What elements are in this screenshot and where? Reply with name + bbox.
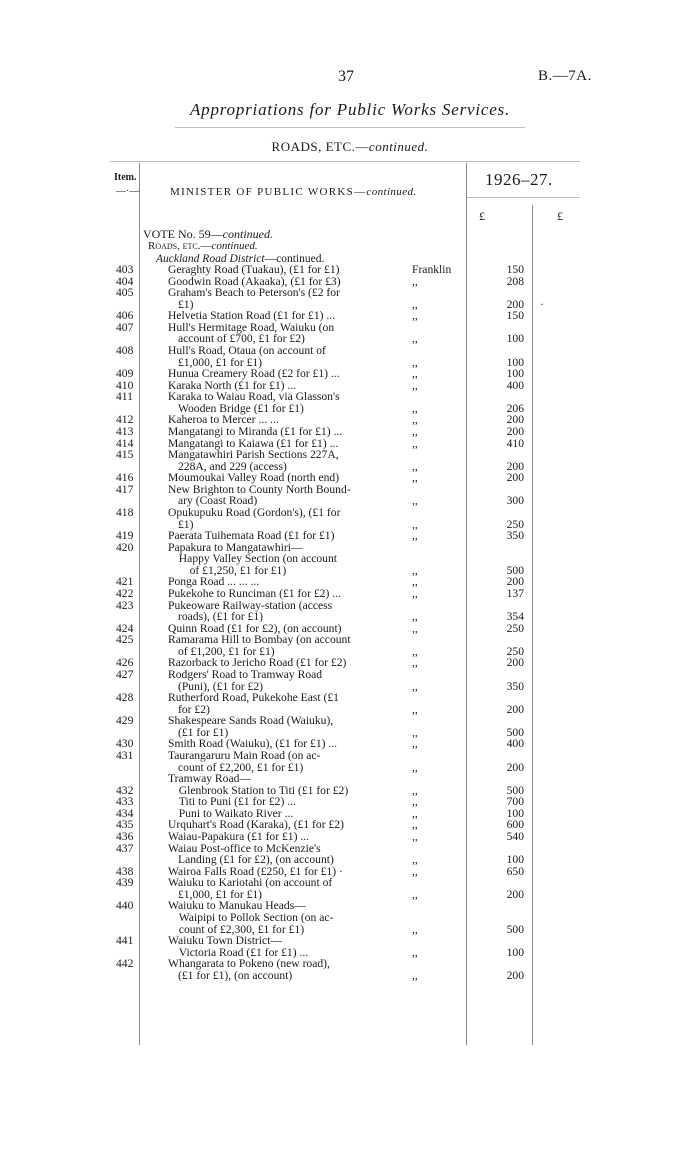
electoral-district: ,, [412, 413, 418, 427]
item-description: Waiuku to Kariotahi (on account of [168, 876, 333, 890]
electoral-district: ,, [412, 471, 418, 485]
amount-value: 250 [506, 517, 524, 531]
item-description: Mangatawhiri Parish Sections 227A, [168, 448, 339, 462]
item-description: £1,000, £1 for £1) [178, 355, 263, 369]
item-description: Titi to Puni (£1 for £2) ... [178, 795, 296, 809]
amount-value: 250 [506, 621, 524, 635]
amount-value: 200 [506, 656, 524, 670]
item-number: 425 [116, 633, 134, 647]
item-description: Smith Road (Waiuku), (£1 for £1) ... [168, 737, 338, 751]
item-number: 404 [116, 274, 134, 288]
amount-value: 540 [506, 829, 524, 843]
item-description: Victoria Road (£1 for £1) ... [178, 945, 309, 959]
item-number: 416 [116, 471, 134, 485]
item-description: Mangatangi to Miranda (£1 for £1) ... [168, 425, 343, 438]
item-number: 418 [116, 506, 134, 519]
page-number: 37 [338, 68, 354, 85]
item-description: Waipipi to Pollok Section (on ac- [178, 910, 334, 924]
item-number: 435 [116, 818, 134, 832]
running-title: Appropriations for Public Works Services. [189, 100, 511, 119]
amount-value: 100 [506, 853, 524, 867]
item-description: Karaka North (£1 for £1) ... [168, 378, 297, 392]
item-description: New Brighton to County North Bound- [168, 482, 351, 496]
amount-value: 100 [506, 355, 524, 369]
item-description: Hunua Creamery Road (£2 for £1) ... [168, 367, 340, 381]
amount-value: 400 [506, 378, 524, 392]
amount-value: 200 [506, 575, 524, 589]
amount-value: 150 [506, 263, 524, 276]
electoral-district: ,, [412, 274, 418, 288]
item-description: Rutherford Road, Pukekohe East (£1 [168, 691, 339, 705]
amount-value: 700 [506, 795, 524, 809]
item-description: Tramway Road— [168, 772, 251, 786]
electoral-district: ,, [412, 332, 418, 346]
item-description: Glenbrook Station to Titi (£1 for £2) [178, 783, 349, 797]
amount-value: 137 [506, 587, 524, 600]
item-number: 403 [116, 263, 134, 276]
vote-heading: VOTE No. 59—continued. [143, 227, 273, 241]
item-column-dash: —·— [116, 186, 140, 197]
electoral-district: ,, [412, 725, 418, 739]
electoral-district: ,, [412, 644, 418, 658]
item-description: Pukekohe to Runciman (£1 for £2) ... [168, 587, 341, 600]
year-heading: 1926–27. [485, 170, 553, 189]
item-number: 440 [116, 899, 134, 913]
item-description: £1) [178, 297, 194, 311]
item-number: 427 [116, 668, 134, 681]
item-description: Puni to Waikato River ... [178, 806, 294, 820]
currency-symbol-totals: £ [557, 209, 563, 223]
item-number: 409 [116, 367, 134, 381]
item-description: Rodgers' Road to Tramway Road [168, 668, 323, 681]
electoral-district: ,, [412, 587, 418, 600]
item-number: 439 [116, 876, 134, 890]
item-number: 410 [116, 378, 134, 392]
item-description: Wairoa Falls Road (£250, £1 for £1) · [168, 864, 343, 878]
item-description: of £1,250, £1 for £1) [189, 563, 287, 577]
item-number: 407 [116, 320, 134, 334]
item-description: count of £2,300, £1 for £1) [178, 922, 305, 936]
item-number: 417 [116, 482, 134, 496]
item-description: Karaka to Waiau Road, via Glasson's [168, 390, 340, 404]
item-number: 437 [116, 841, 134, 855]
item-number: 426 [116, 656, 134, 670]
item-description: (£1 for £1), (on account) [178, 968, 293, 982]
electoral-district: ,, [412, 887, 418, 901]
item-description: 228A, and 229 (access) [178, 459, 287, 473]
electoral-district: ,, [412, 459, 418, 473]
roads-subheading: Roads, etc.—continued. [148, 240, 258, 252]
electoral-district: ,, [412, 818, 418, 832]
amount-value: 200 [506, 702, 524, 716]
item-description: Waiau-Papakura (£1 for £1) ... [168, 829, 310, 843]
amount-value: 208 [506, 274, 524, 288]
electoral-district: ,, [412, 922, 418, 936]
electoral-district: ,, [412, 575, 418, 589]
item-description: account of £700, £1 for £2) [178, 332, 305, 346]
amount-value: 500 [506, 725, 524, 739]
amount-value: 200 [506, 887, 524, 901]
item-description: £1) [178, 517, 194, 531]
item-number: 422 [116, 587, 134, 600]
item-number: 420 [116, 540, 134, 554]
amount-value: 400 [506, 737, 524, 751]
item-description: Urquhart's Road (Karaka), (£1 for £2) [168, 818, 344, 832]
item-description: £1,000, £1 for £1) [178, 887, 263, 901]
amount-value: 100 [506, 945, 524, 959]
item-number: 436 [116, 829, 134, 843]
item-description: Geraghty Road (Tuakau), (£1 for £1) [168, 263, 340, 276]
electoral-district: ,, [412, 853, 418, 867]
item-number: 412 [116, 413, 134, 427]
item-description: Moumoukai Valley Road (north end) [168, 471, 340, 485]
item-description: Whangarata to Pokeno (new road), [168, 957, 330, 971]
electoral-district: ,, [412, 656, 418, 670]
electoral-district: ,, [412, 737, 418, 751]
item-description: Hull's Road, Otaua (on account of [168, 344, 326, 357]
item-number: 415 [116, 448, 134, 462]
item-description: Landing (£1 for £2), (on account) [178, 853, 334, 867]
item-number: 434 [116, 806, 134, 820]
electoral-district: ,, [412, 829, 418, 843]
item-column-header: Item. [114, 172, 137, 183]
electoral-district: ,, [412, 309, 418, 323]
item-number: 431 [116, 748, 134, 762]
margin-mark: · [540, 297, 544, 311]
item-number: 432 [116, 783, 134, 797]
item-description: for £2) [178, 702, 210, 716]
amount-value: 200 [506, 425, 524, 438]
item-description: count of £2,200, £1 for £1) [178, 760, 304, 774]
item-number: 419 [116, 529, 134, 543]
item-description: Graham's Beach to Peterson's (£2 for [168, 286, 340, 300]
minister-heading: MINISTER OF PUBLIC WORKS—continued. [170, 186, 417, 198]
electoral-district: ,, [412, 679, 418, 693]
electoral-district: ,, [412, 529, 418, 543]
amount-value: 600 [506, 818, 524, 832]
item-description: Taurangaruru Main Road (on ac- [168, 748, 321, 762]
item-description: Pukeoware Railway-station (access [168, 598, 333, 612]
item-description: Waiuku to Manukau Heads— [168, 899, 306, 913]
electoral-district: ,, [412, 297, 418, 311]
document-reference: B.—7A. [538, 68, 592, 84]
amount-value: 200 [506, 459, 524, 473]
amount-value: 500 [506, 922, 524, 936]
item-description: Hull's Hermitage Road, Waiuku (on [168, 320, 335, 334]
district-heading: Auckland Road District—continued. [156, 253, 325, 265]
item-number: 429 [116, 714, 134, 728]
electoral-district: ,, [412, 355, 418, 369]
item-number: 441 [116, 934, 134, 948]
item-description: (£1 for £1) [178, 725, 229, 739]
item-number: 413 [116, 425, 134, 438]
item-description: Papakura to Mangatawhiri— [168, 540, 303, 554]
item-description: Ramarama Hill to Bombay (on account [168, 633, 351, 647]
electoral-district: ,, [412, 783, 418, 797]
amount-value: 200 [506, 760, 524, 774]
item-number: 405 [116, 286, 134, 300]
amount-value: 200 [506, 413, 524, 427]
electoral-district: ,, [412, 864, 418, 878]
item-number: 430 [116, 737, 134, 751]
item-description: Paerata Tuihemata Road (£1 for £1) [168, 529, 335, 543]
amount-value: 500 [506, 563, 524, 577]
item-description: Waiau Post-office to McKenzie's [168, 841, 321, 855]
amount-value: 206 [506, 401, 524, 415]
item-number: 414 [116, 436, 134, 450]
section-title: ROADS, ETC.—continued. [271, 139, 429, 154]
item-number: 433 [116, 795, 134, 809]
electoral-district: ,, [412, 517, 418, 531]
item-description: Razorback to Jericho Road (£1 for £2) [168, 656, 347, 670]
item-number: 411 [116, 390, 133, 404]
item-description: Shakespeare Sands Road (Waiuku), [168, 714, 334, 728]
item-number: 421 [116, 575, 134, 589]
electoral-district: ,, [412, 425, 418, 438]
amount-value: 200 [506, 297, 524, 311]
item-number: 408 [116, 344, 134, 357]
item-description: Helvetia Station Road (£1 for £1) ... [168, 309, 336, 323]
amount-value: 250 [506, 644, 524, 658]
item-description: ary (Coast Road) [178, 494, 258, 508]
amount-value: 500 [506, 783, 524, 797]
item-description: Ponga Road ... ... ... [168, 575, 260, 589]
item-number: 442 [116, 957, 134, 971]
amount-value: 410 [506, 436, 524, 450]
amount-value: 100 [506, 367, 524, 381]
electoral-district: ,, [412, 563, 418, 577]
item-description: Quinn Road (£1 for £2), (on account) [168, 621, 342, 635]
item-description: of £1,200, £1 for £1) [178, 644, 275, 658]
currency-symbol-items: £ [479, 209, 485, 223]
item-description: Happy Valley Section (on account [178, 552, 337, 566]
electoral-district: ,, [412, 795, 418, 809]
electoral-district: ,, [412, 378, 418, 392]
item-number: 423 [116, 598, 134, 612]
electoral-district: ,, [412, 945, 418, 959]
electoral-district: ,, [412, 367, 418, 381]
item-number: 406 [116, 309, 134, 323]
electoral-district: ,, [412, 610, 418, 624]
amount-value: 200 [506, 968, 524, 982]
amount-value: 100 [506, 332, 524, 346]
amount-value: 354 [506, 610, 524, 624]
item-description: (Puni), (£1 for £2) [178, 679, 264, 693]
electoral-district: ,, [412, 401, 418, 415]
item-description: Goodwin Road (Akaaka), (£1 for £3) [168, 274, 341, 288]
amount-value: 650 [506, 864, 524, 878]
item-description: Mangatangi to Kaiawa (£1 for £1) ... [168, 436, 339, 450]
amount-value: 300 [506, 494, 524, 508]
electoral-district: ,, [412, 621, 418, 635]
item-number: 438 [116, 864, 134, 878]
amount-value: 100 [506, 806, 524, 820]
amount-value: 150 [506, 309, 524, 323]
item-number: 428 [116, 691, 134, 705]
electoral-district: ,, [412, 968, 418, 982]
item-description: Opukupuku Road (Gordon's), (£1 for [168, 506, 341, 519]
amount-value: 200 [506, 471, 524, 485]
amount-value: 350 [506, 529, 524, 543]
electoral-district: ,, [412, 436, 418, 450]
item-number: 424 [116, 621, 134, 635]
electoral-district: ,, [412, 494, 418, 508]
electoral-district: Franklin [412, 263, 452, 276]
electoral-district: ,, [412, 702, 418, 716]
item-description: Waiuku Town District— [168, 934, 282, 948]
item-description: Wooden Bridge (£1 for £1) [178, 401, 304, 415]
item-description: roads), (£1 for £1) [178, 610, 263, 624]
amount-value: 350 [506, 679, 524, 693]
electoral-district: ,, [412, 806, 418, 820]
electoral-district: ,, [412, 760, 418, 774]
item-description: Kaheroa to Mercer ... ... [168, 413, 279, 427]
